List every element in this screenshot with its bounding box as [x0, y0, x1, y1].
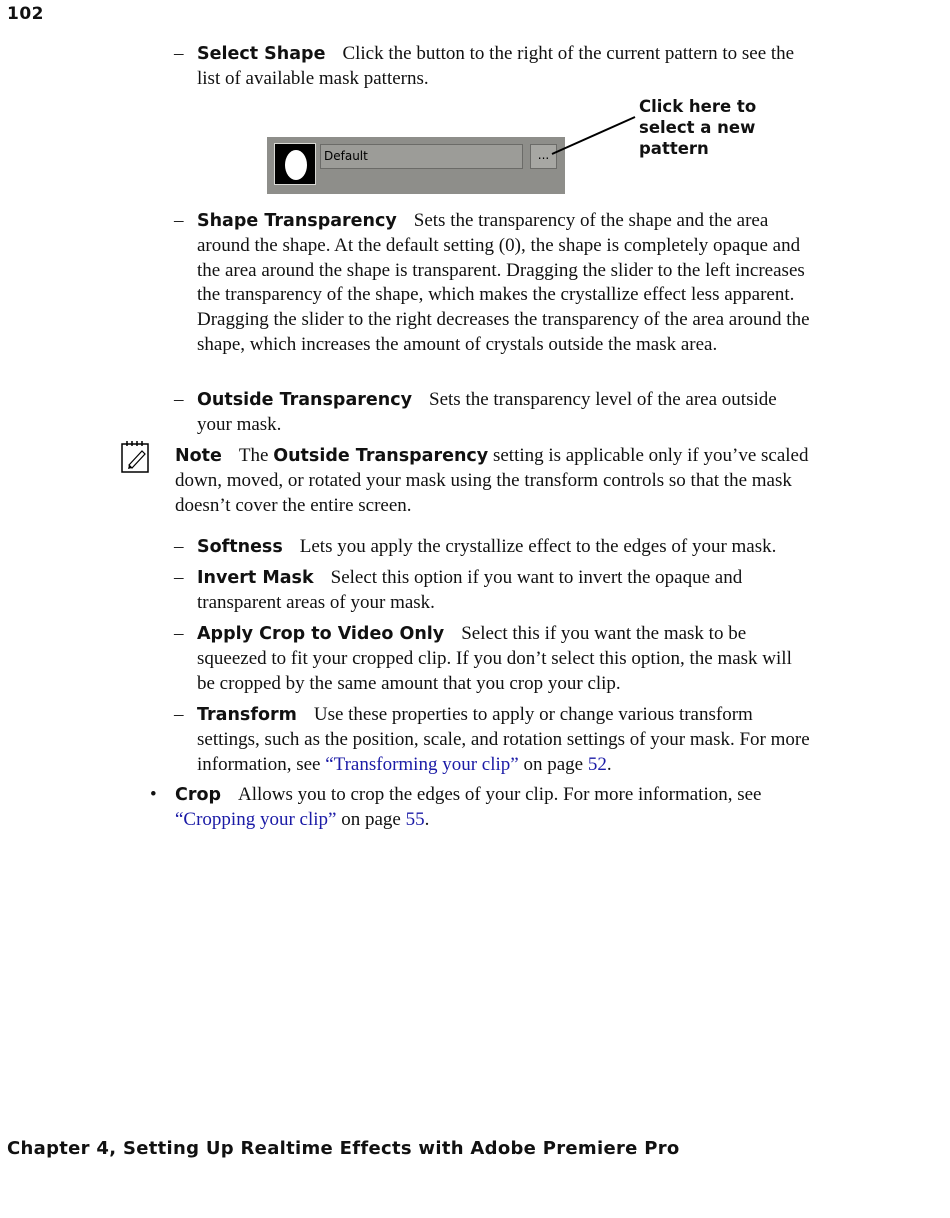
item-term: Softness [197, 537, 283, 557]
page-prefix: on page [523, 753, 584, 775]
transform-item [174, 703, 812, 777]
item-description: Click the button to the right of the current pattern to see the list of available mask patterns. [197, 43, 795, 89]
apply-crop-item [174, 622, 812, 696]
note-term: Outside Transparency [273, 446, 489, 466]
dash-marker: – [174, 704, 184, 725]
invert-mask-item [174, 566, 812, 616]
note-block [175, 444, 815, 518]
item-term: Crop [175, 785, 222, 805]
item-description: Sets the transparency level of the area outside your mask. [197, 389, 777, 435]
item-description: Sets the transparency of the shape and the area around the shape. At the default setting (0), the shape is completely opaque and the area around the shape is transparent. Dragging the slider to the left increases the transparency of the shape, which makes the crystallize effect less apparent. Dragging the slider to the right decreases the transparency of the area around the shape, which increases the amount of crystals outside the mask area. [197, 210, 810, 355]
outside-transparency-item [174, 388, 812, 438]
sentence-end: . [606, 753, 612, 775]
item-term: Outside Transparency [197, 390, 413, 410]
transforming-clip-link[interactable]: “Transforming your clip” [325, 753, 519, 775]
pattern-name-field: Default [320, 144, 523, 169]
note-label: Note [175, 446, 222, 466]
dash-marker: – [174, 210, 184, 231]
item-description: Use these properties to apply or change various transform settings, such as the position, scale, and rotation settings of your mask. For more information, see [197, 704, 810, 775]
item-description: Lets you apply the crystallize effect to the edges of your mask. [299, 536, 777, 557]
item-description: Select this option if you want to invert the opaque and transparent areas of your mask. [197, 567, 743, 613]
note-text-after: setting is applicable only if you’ve scaled down, moved, or rotated your mask using the transform controls so that the mask doesn’t cover the entire screen. [175, 445, 809, 516]
select-pattern-button: ... [530, 144, 557, 169]
page-ref-link[interactable]: 55 [405, 808, 425, 830]
notepad-pencil-icon [120, 439, 152, 475]
dash-marker: – [174, 43, 184, 64]
item-term: Invert Mask [197, 568, 314, 588]
chapter-footer: Chapter 4, Setting Up Realtime Effects with Adobe Premiere Pro [7, 1138, 680, 1159]
item-description: Allows you to crop the edges of your clip. For more information, see [238, 784, 762, 805]
item-term: Transform [197, 705, 297, 725]
item-description: Select this if you want the mask to be squeezed to fit your cropped clip. If you don’t select this option, the mask will be cropped by the same amount that you crop your clip. [197, 623, 792, 694]
dash-marker: – [174, 536, 184, 557]
dash-marker: – [174, 567, 184, 588]
page-ref-link[interactable]: 52 [587, 753, 607, 775]
shape-transparency-item [174, 209, 812, 358]
callout-text: Click here to select a new pattern [639, 97, 757, 158]
item-term: Shape Transparency [197, 211, 397, 231]
note-text-before: The [238, 445, 269, 466]
page-prefix: on page [341, 808, 401, 830]
page-number: 102 [7, 4, 44, 24]
dash-marker: – [174, 389, 184, 410]
item-term: Select Shape [197, 44, 326, 64]
item-term: Apply Crop to Video Only [197, 624, 445, 644]
dash-marker: – [174, 623, 184, 644]
sentence-end: . [424, 808, 430, 830]
crop-item [150, 783, 815, 833]
cropping-clip-link[interactable]: “Cropping your clip” [175, 808, 337, 830]
bullet-marker: • [150, 784, 157, 805]
softness-item [174, 535, 827, 560]
